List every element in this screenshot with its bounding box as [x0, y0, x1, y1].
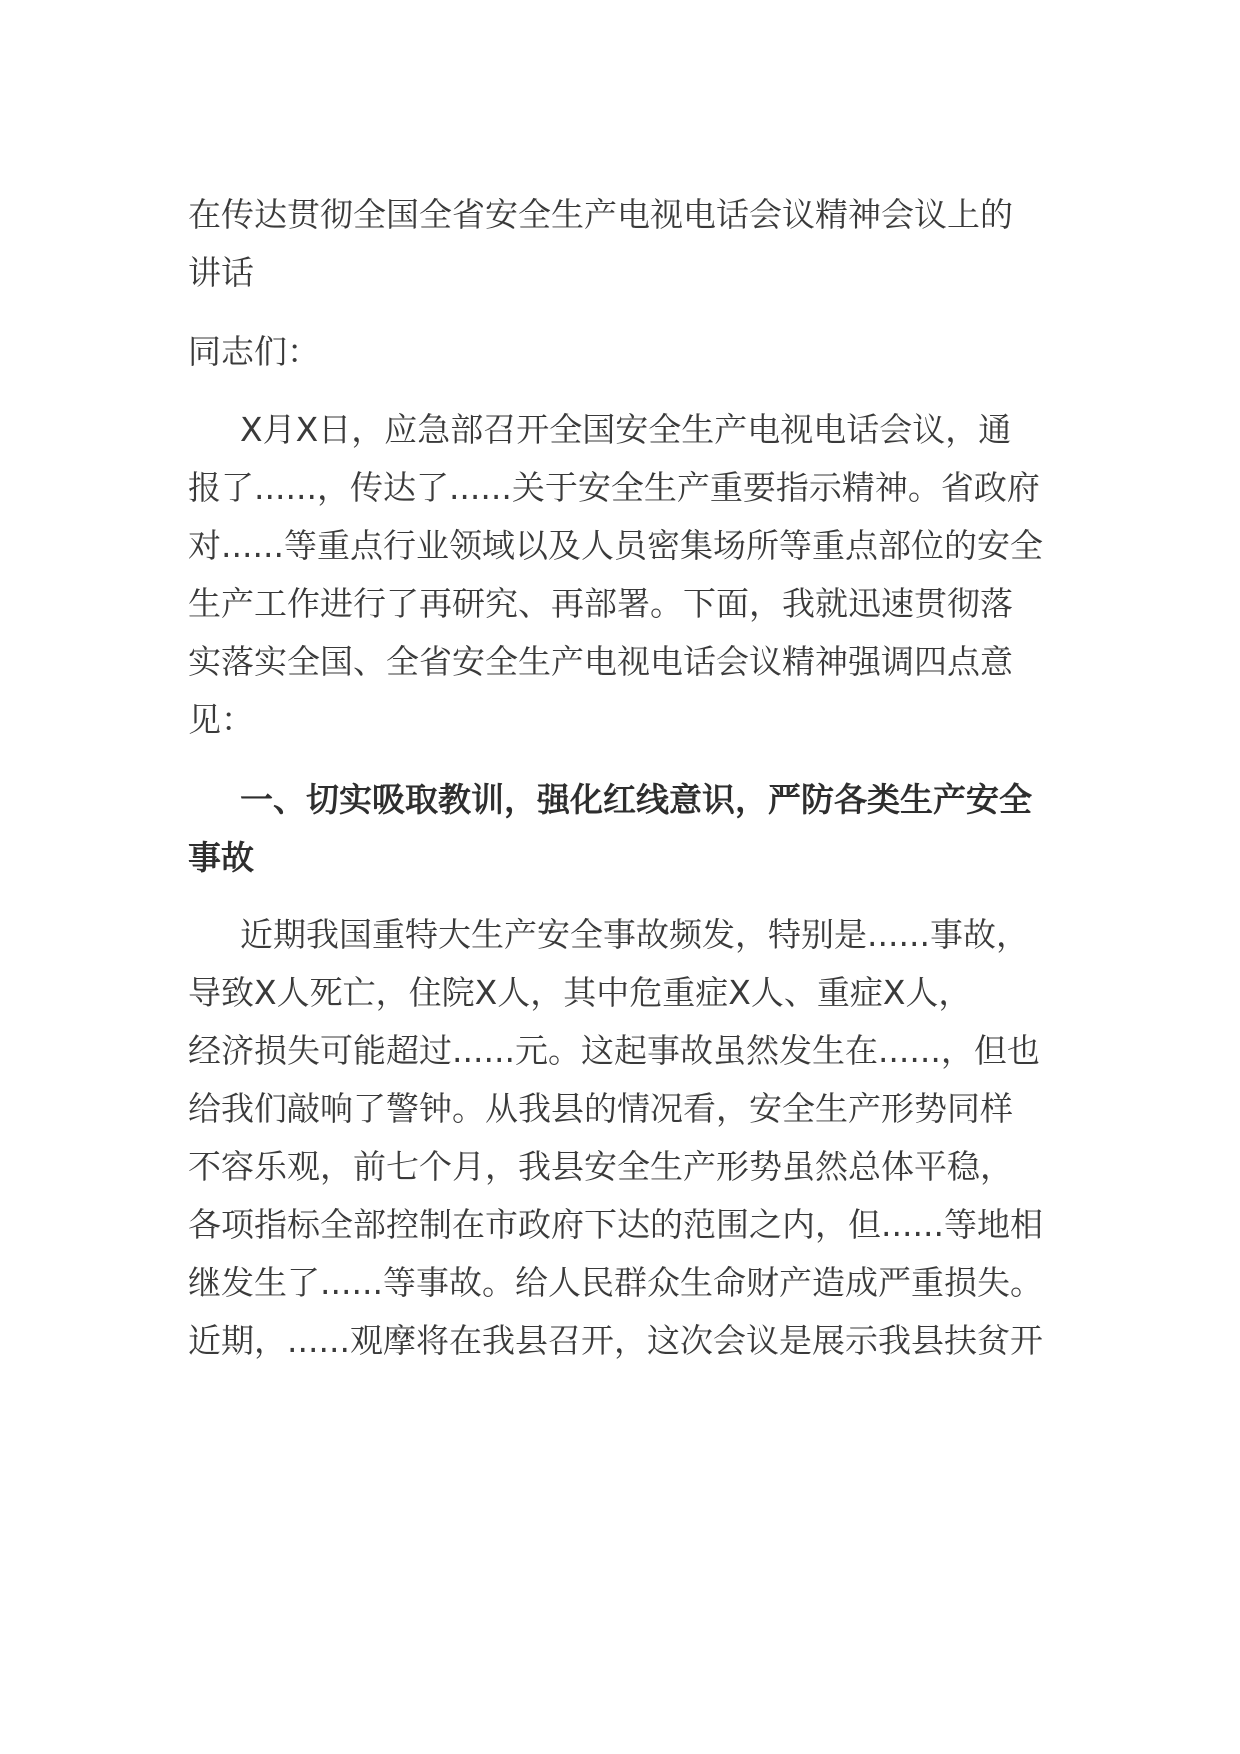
title-line: 在传达贯彻全国全省安全生产电视电话会议精神会议上的 [188, 195, 1013, 234]
salutation-text: 同志们： [188, 332, 320, 371]
title-line: 讲话 [188, 253, 254, 292]
paragraph-line: 见： [188, 700, 254, 739]
heading-line: 事故 [188, 838, 254, 877]
section-heading-1 [188, 771, 1068, 887]
paragraph-section-1 [188, 906, 1068, 1370]
paragraph-line: 导致X人死亡，住院X人，其中危重症X人、重症X人， [188, 973, 972, 1012]
paragraph-line: 对......等重点行业领域以及人员密集场所等重点部位的安全 [188, 526, 1043, 565]
paragraph-line: 给我们敲响了警钟。从我县的情况看，安全生产形势同样 [188, 1089, 1013, 1128]
heading-line: 一、切实吸取教训，强化红线意识，严防各类生产安全 [240, 780, 1032, 819]
paragraph-line: 经济损失可能超过......元。这起事故虽然发生在......，但也 [188, 1031, 1040, 1070]
paragraph-line: 近期我国重特大生产安全事故频发，特别是......事故， [240, 915, 1029, 954]
paragraph-line: 继发生了......等事故。给人民群众生命财产造成严重损失。 [188, 1263, 1043, 1302]
paragraph-line: 生产工作进行了再研究、再部署。下面，我就迅速贯彻落 [188, 584, 1013, 623]
paragraph-line: 不容乐观，前七个月，我县安全生产形势虽然总体平稳， [188, 1147, 1013, 1186]
paragraph-line: 近期，......观摩将在我县召开，这次会议是展示我县扶贫开 [188, 1321, 1043, 1360]
paragraph-line: 各项指标全部控制在市政府下达的范围之内，但......等地相 [188, 1205, 1043, 1244]
paragraph-line: X月X日，应急部召开全国安全生产电视电话会议，通 [240, 410, 1012, 449]
paragraph-intro [188, 401, 1068, 749]
paragraph-line: 实落实全国、全省安全生产电视电话会议精神强调四点意 [188, 642, 1013, 681]
salutation [188, 323, 1068, 381]
paragraph-line: 报了......，传达了......关于安全生产重要指示精神。省政府 [188, 468, 1040, 507]
document-title [188, 186, 1068, 302]
